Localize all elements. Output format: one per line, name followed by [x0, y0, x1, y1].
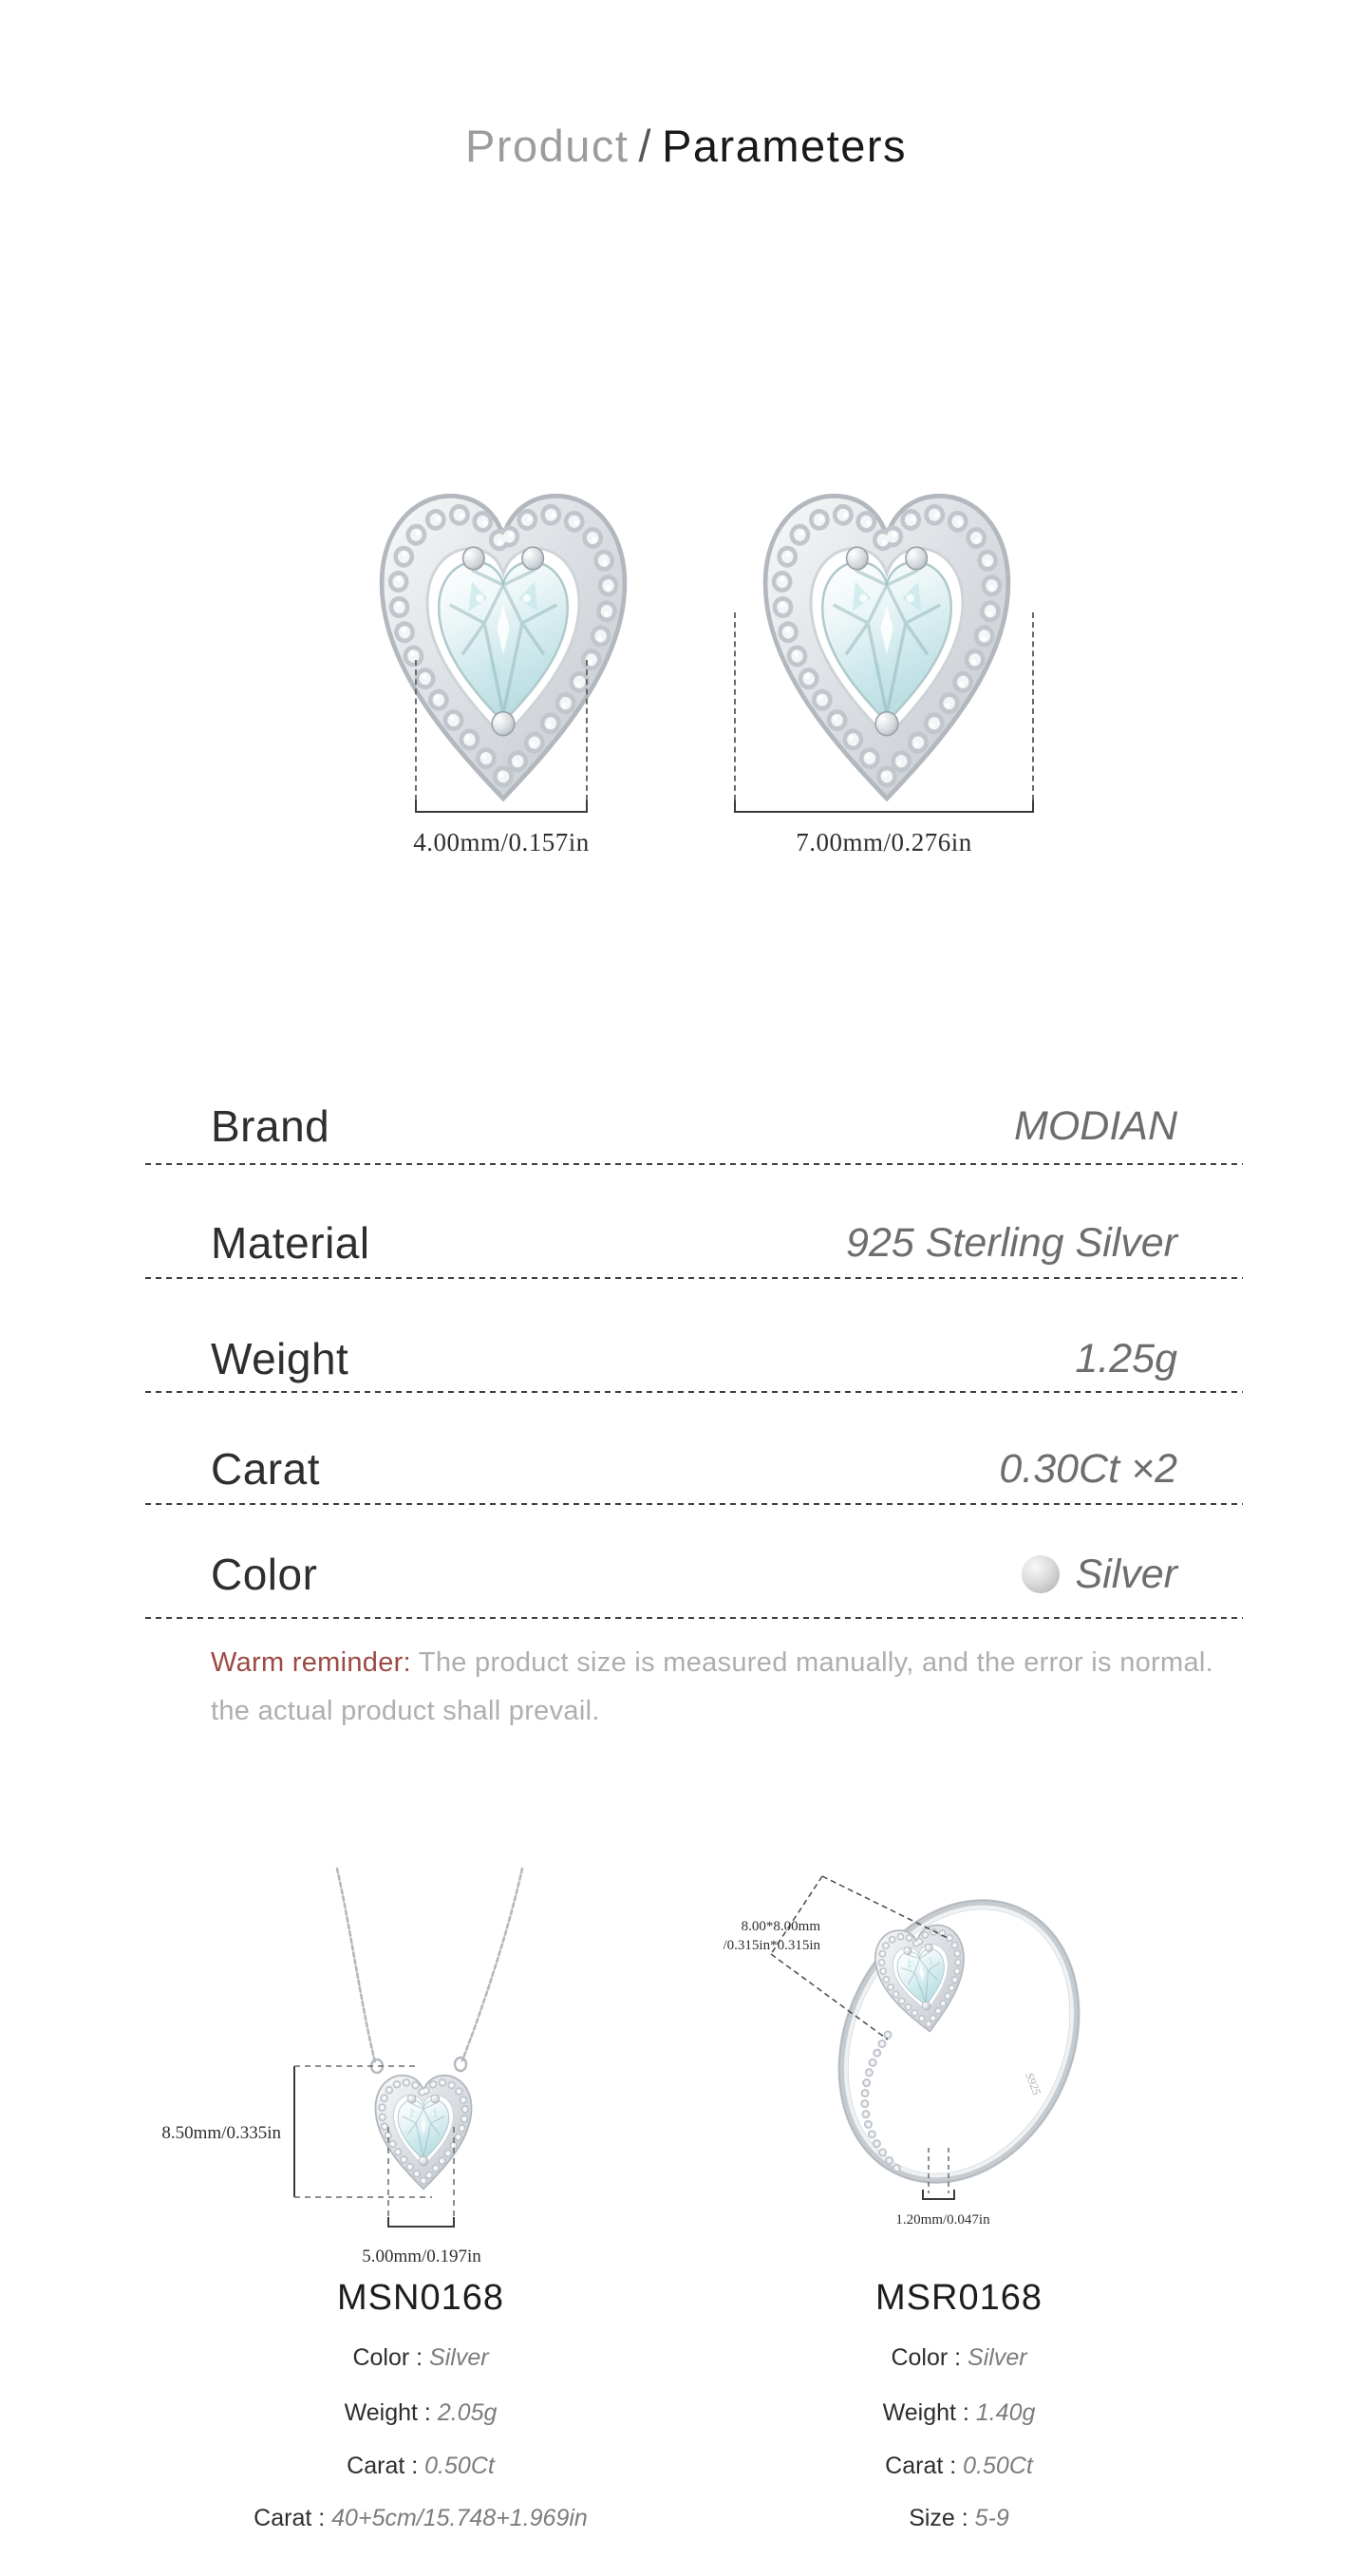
row-label: Color [211, 1550, 318, 1599]
title-separator: / [638, 121, 653, 171]
necklace-height-measure: 8.50mm/0.335in [161, 2123, 281, 2143]
necklace-spec-carat: Carat : 0.50Ct [347, 2453, 495, 2479]
silver-color-swatch [1022, 1555, 1060, 1593]
row-divider [145, 1503, 1243, 1505]
row-value: 1.25g [1075, 1335, 1177, 1382]
row-label: Carat [211, 1444, 320, 1494]
right-bracket-dash-right [1032, 612, 1034, 800]
title-product-label: Product [465, 121, 630, 171]
necklace-chain-left [337, 1869, 375, 2062]
left-bracket-base [415, 800, 588, 813]
earring-inner-measure: 4.00mm/0.157in [413, 828, 590, 856]
ring-spec-carat: Carat : 0.50Ct [885, 2453, 1033, 2479]
row-value: 925 Sterling Silver [846, 1219, 1177, 1266]
reminder-line-1 [211, 1647, 1213, 1679]
ring-band [795, 1861, 1123, 2222]
table-row-brand [211, 1100, 1177, 1153]
row-divider [145, 1163, 1243, 1165]
table-row-weight [211, 1332, 1177, 1385]
necklace-spec-color: Color : Silver [352, 2344, 489, 2371]
necklace-width-measure: 5.00mm/0.197in [362, 2247, 481, 2266]
row-value: 0.30Ct ×2 [999, 1445, 1177, 1492]
earring-right-image [739, 471, 1035, 820]
ring-band-measure: 1.20mm/0.047in [895, 2212, 990, 2228]
left-bracket-dash-right [586, 660, 588, 800]
necklace-spec-length: Carat : 40+5cm/15.748+1.969in [254, 2505, 588, 2531]
ring-stone-measure [630, 1917, 820, 1955]
ring-spec-size: Size : 5-9 [909, 2505, 1009, 2531]
earring-outer-measure: 7.00mm/0.276in [796, 828, 972, 856]
ring-spec-color: Color : Silver [891, 2344, 1027, 2371]
row-label: Brand [211, 1101, 330, 1151]
necklace-sku: MSN0168 [337, 2278, 504, 2318]
color-value-text: Silver [1075, 1551, 1177, 1597]
right-bracket-dash-left [734, 612, 736, 800]
left-bracket-dash-left [415, 660, 417, 800]
reminder-text: The product size is measured manually, and the error is normal. [418, 1647, 1214, 1678]
ring-image [731, 1847, 1187, 2265]
title-parameters-label: Parameters [662, 121, 907, 171]
row-divider [145, 1277, 1243, 1279]
ring-heart-stone [872, 1922, 973, 2038]
row-value: MODIAN [1014, 1102, 1177, 1149]
row-label: Weight [211, 1334, 349, 1383]
table-row-color [211, 1548, 1177, 1601]
row-label: Material [211, 1218, 370, 1268]
band-measure-base [923, 2190, 954, 2199]
page-title [0, 120, 1372, 172]
row-divider [145, 1391, 1243, 1393]
necklace-pendant [375, 2076, 471, 2190]
row-divider [145, 1617, 1243, 1619]
ring-engraving: S925 [1023, 2070, 1044, 2097]
table-row-material [211, 1216, 1177, 1269]
reminder-line-2: the actual product shall prevail. [211, 1696, 600, 1726]
ring-sku: MSR0168 [875, 2278, 1043, 2318]
pendant-bail-right [455, 2058, 466, 2071]
row-value [1022, 1551, 1177, 1598]
right-bracket-base [734, 800, 1034, 813]
ring-spec-weight: Weight : 1.40g [882, 2399, 1036, 2426]
ring-stone-measure-in: /0.315in*0.315in [723, 1938, 820, 1953]
table-row-carat [211, 1442, 1177, 1495]
reminder-label: Warm reminder: [211, 1647, 411, 1678]
necklace-spec-weight: Weight : 2.05g [344, 2399, 498, 2426]
pendant-width-base [388, 2217, 454, 2227]
ring-stone-measure-mm: 8.00*8.00mm [741, 1919, 820, 1934]
necklace-chain-right [462, 1869, 522, 2060]
necklace-image [142, 1852, 693, 2241]
earring-left-image [355, 471, 651, 820]
